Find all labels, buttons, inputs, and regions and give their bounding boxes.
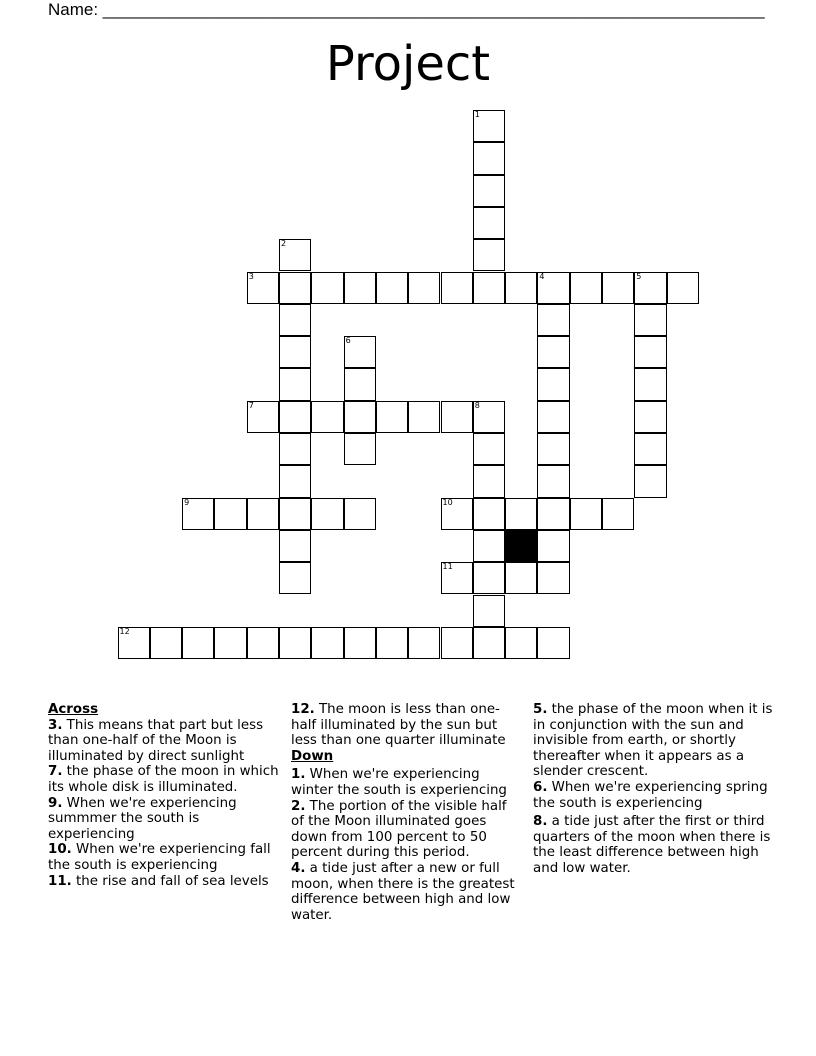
grid-cell[interactable] (344, 272, 376, 304)
clues-column-3 (533, 702, 773, 877)
clue-number: 1 (474, 110, 480, 119)
grid-cell[interactable] (505, 498, 537, 530)
clue-number: 11 (442, 562, 453, 572)
grid-cell[interactable] (473, 272, 505, 304)
grid-cell[interactable] (279, 627, 311, 659)
grid-cell[interactable] (634, 272, 666, 304)
grid-cell[interactable] (473, 401, 505, 433)
page-title: Project (325, 36, 491, 92)
grid-cell[interactable] (182, 498, 214, 530)
clue-down-8: 8. a tide just after the first or third quarters of the moon when there is the least difference between high and low water. (533, 814, 771, 876)
grid-cell[interactable] (570, 498, 602, 530)
black-square (505, 530, 537, 562)
down-heading: Down (291, 748, 334, 764)
grid-cell[interactable] (473, 498, 505, 530)
clue-down-4: 4. a tide just after a new or full moon, when there is the greatest difference between high and low water. (291, 860, 515, 923)
grid-cell[interactable] (441, 401, 473, 433)
across-heading: Across (48, 702, 99, 717)
clue-across-12: 12. The moon is less than one-half illuminated by the sun but less than one quarter illuminate (291, 702, 506, 749)
grid-cell[interactable] (408, 627, 440, 659)
grid-cell[interactable] (279, 465, 311, 497)
grid-cell[interactable] (214, 627, 246, 659)
clue-across-3: 3. This means that part but less than one-half of the Moon is illuminated by direct sunlight (48, 717, 264, 764)
grid-cell[interactable] (279, 433, 311, 465)
grid-cell[interactable] (376, 627, 408, 659)
grid-cell[interactable] (473, 110, 505, 142)
grid-cell[interactable] (473, 433, 505, 465)
grid-cell[interactable] (441, 627, 473, 659)
grid-cell[interactable] (182, 627, 214, 659)
grid-cell[interactable] (602, 272, 634, 304)
grid-cell[interactable] (537, 465, 569, 497)
clues-column-2 (291, 702, 523, 923)
grid-cell[interactable] (473, 175, 505, 207)
grid-cell[interactable] (344, 336, 376, 368)
clue-number: 12 (119, 626, 130, 636)
grid-cell[interactable] (118, 627, 150, 659)
grid-cell[interactable] (473, 207, 505, 239)
grid-cell[interactable] (441, 562, 473, 594)
grid-cell[interactable] (537, 368, 569, 400)
grid-cell[interactable] (634, 368, 666, 400)
grid-cell[interactable] (311, 498, 343, 530)
grid-cell[interactable] (473, 239, 505, 271)
grid-cell[interactable] (279, 530, 311, 562)
clue-across-11: 11. the rise and fall of sea levels (48, 873, 269, 889)
grid-cell[interactable] (247, 272, 279, 304)
grid-cell[interactable] (537, 336, 569, 368)
grid-cell[interactable] (344, 627, 376, 659)
clue-down-6: 6. When we're experiencing spring the south is experiencing (533, 779, 768, 811)
grid-cell[interactable] (247, 401, 279, 433)
grid-cell[interactable] (344, 498, 376, 530)
grid-cell[interactable] (634, 401, 666, 433)
grid-cell[interactable] (537, 627, 569, 659)
grid-cell[interactable] (473, 627, 505, 659)
grid-cell[interactable] (344, 433, 376, 465)
grid-cell[interactable] (214, 498, 246, 530)
grid-cell[interactable] (441, 272, 473, 304)
grid-cell[interactable] (408, 272, 440, 304)
grid-cell[interactable] (473, 595, 505, 627)
grid-cell[interactable] (505, 562, 537, 594)
clue-across-10: 10. When we're experiencing fall the south is experiencing (48, 842, 271, 873)
grid-cell[interactable] (667, 272, 699, 304)
grid-cell[interactable] (279, 498, 311, 530)
grid-cell[interactable] (537, 562, 569, 594)
clue-number: 3 (248, 271, 254, 281)
grid-cell[interactable] (279, 336, 311, 368)
grid-cell[interactable] (344, 401, 376, 433)
grid-cell[interactable] (602, 498, 634, 530)
grid-cell[interactable] (279, 304, 311, 336)
grid-cell[interactable] (247, 498, 279, 530)
clue-down-1: 1. When we're experiencing winter the south is experiencing (291, 767, 507, 798)
clue-number: 9 (184, 497, 190, 507)
grid-cell[interactable] (537, 304, 569, 336)
clue-number: 10 (442, 497, 453, 507)
grid-cell[interactable] (376, 401, 408, 433)
clue-across-7: 7. the phase of the moon in which its whole disk is illuminated. (48, 764, 279, 795)
clue-number: 7 (248, 400, 254, 410)
grid-cell[interactable] (441, 498, 473, 530)
grid-cell[interactable] (634, 336, 666, 368)
grid-cell[interactable] (279, 368, 311, 400)
grid-cell[interactable] (279, 272, 311, 304)
grid-cell[interactable] (537, 401, 569, 433)
grid-cell[interactable] (570, 272, 602, 304)
clue-number: 5 (636, 271, 642, 281)
clue-down-5: 5. the phase of the moon when it is in conjunction with the sun and invisible from earth, or shortly thereafter when it appears as a slender crescent. (533, 702, 773, 780)
grid-cell[interactable] (473, 562, 505, 594)
grid-cell[interactable] (634, 304, 666, 336)
grid-cell[interactable] (505, 272, 537, 304)
grid-cell[interactable] (311, 272, 343, 304)
grid-cell[interactable] (473, 530, 505, 562)
grid-cell[interactable] (473, 142, 505, 174)
grid-cell[interactable] (376, 272, 408, 304)
clue-down-2: 2. The portion of the visible half of the Moon illuminated goes down from 100 percent to 50 percent during this period. (291, 798, 507, 861)
grid-cell[interactable] (537, 433, 569, 465)
grid-cell[interactable] (150, 627, 182, 659)
clue-number: 8 (474, 400, 480, 410)
grid-cell[interactable] (247, 627, 279, 659)
grid-cell[interactable] (537, 530, 569, 562)
clue-number: 2 (281, 239, 287, 249)
grid-cell[interactable] (311, 401, 343, 433)
grid-cell[interactable] (537, 498, 569, 530)
clues-column-1 (48, 702, 288, 889)
grid-cell[interactable] (537, 272, 569, 304)
grid-cell[interactable] (473, 465, 505, 497)
grid-cell[interactable] (279, 401, 311, 433)
clue-across-9: 9. When we're experiencing summmer the south is experiencing (48, 795, 237, 842)
grid-cell[interactable] (279, 562, 311, 594)
grid-cell[interactable] (344, 368, 376, 400)
grid-cell[interactable] (408, 401, 440, 433)
name-field-label: Name: ______________________________________________________________________ (48, 0, 765, 19)
clue-number: 4 (539, 271, 545, 281)
grid-cell[interactable] (505, 627, 537, 659)
grid-cell[interactable] (634, 465, 666, 497)
clue-number: 6 (345, 336, 351, 346)
grid-cell[interactable] (634, 433, 666, 465)
grid-cell[interactable] (279, 239, 311, 271)
grid-cell[interactable] (311, 627, 343, 659)
